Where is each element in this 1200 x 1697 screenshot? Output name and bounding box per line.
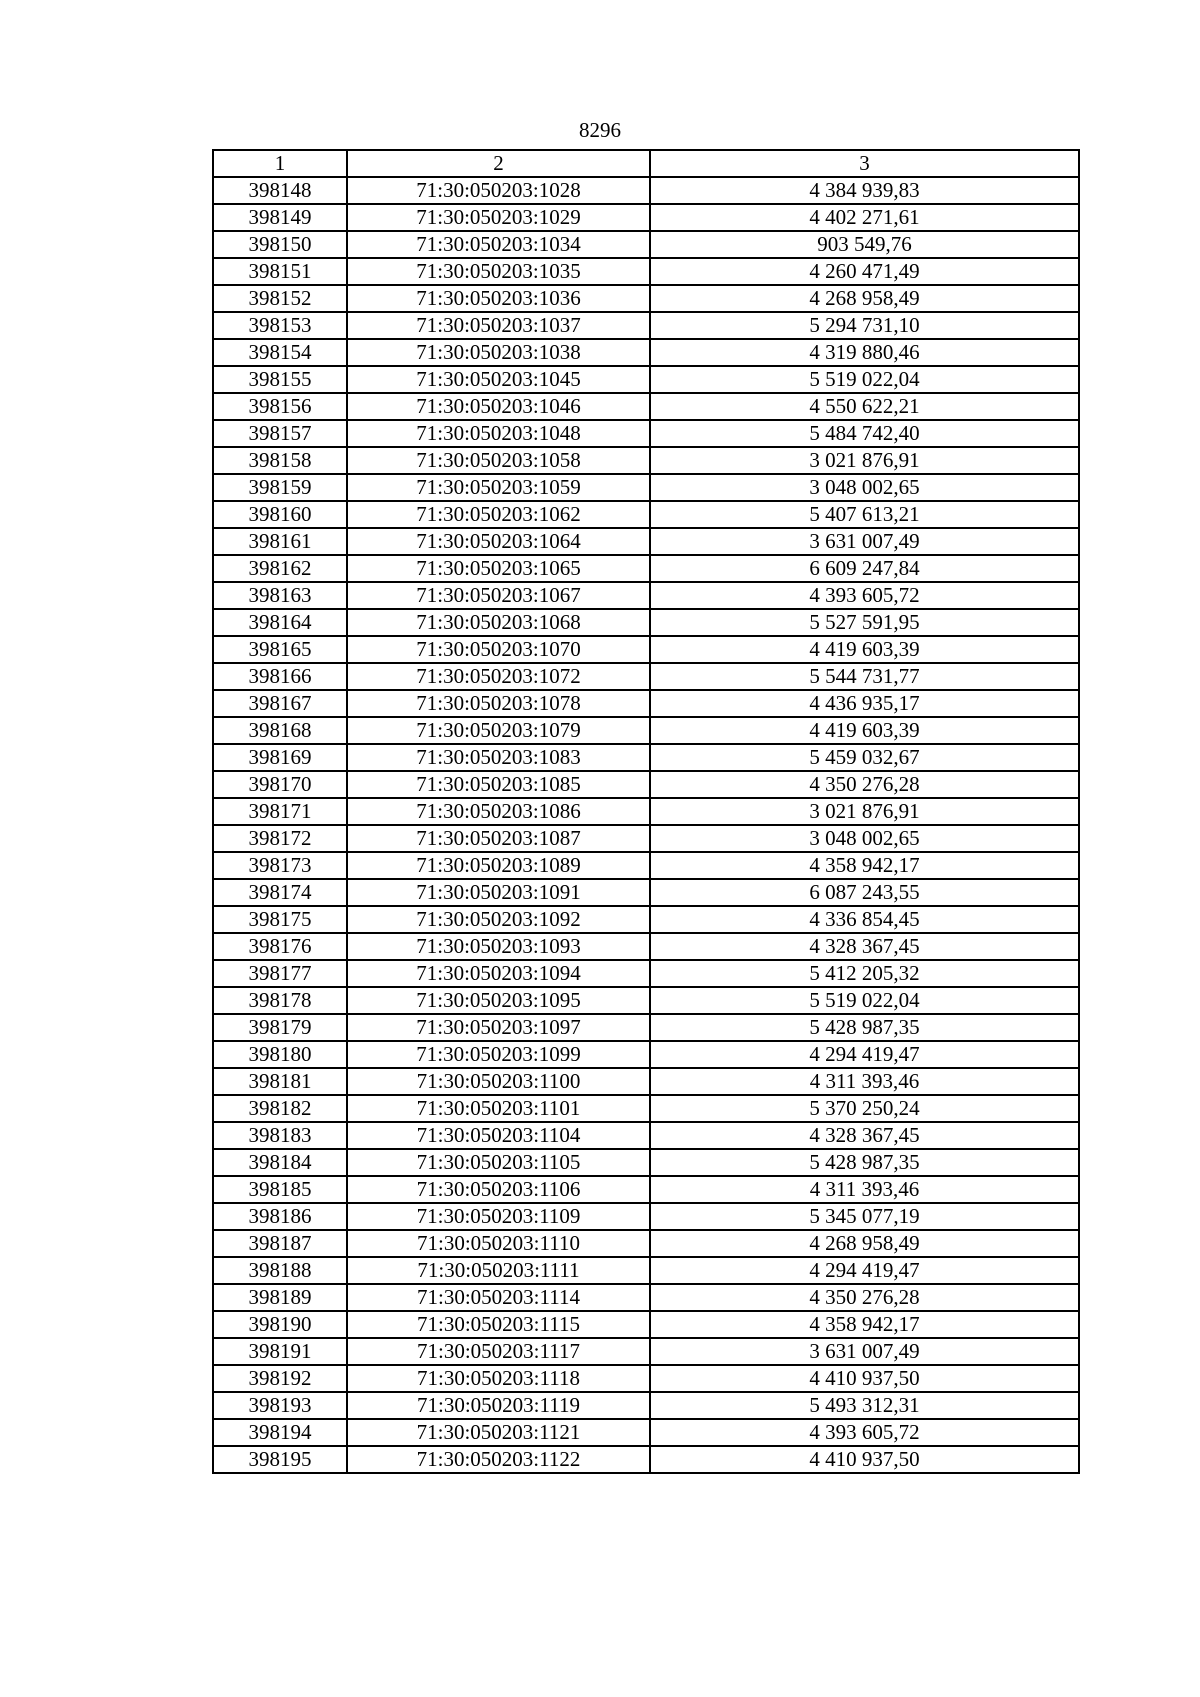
value-cell: 3 631 007,49 [650, 528, 1079, 555]
value-cell: 5 428 987,35 [650, 1014, 1079, 1041]
value-cell: 4 419 603,39 [650, 636, 1079, 663]
value-cell: 3 048 002,65 [650, 825, 1079, 852]
value-cell: 5 544 731,77 [650, 663, 1079, 690]
cadastral-number-cell: 71:30:050203:1106 [347, 1176, 650, 1203]
cadastral-number-cell: 71:30:050203:1099 [347, 1041, 650, 1068]
row-number-cell: 398191 [213, 1338, 347, 1365]
cadastral-number-cell: 71:30:050203:1048 [347, 420, 650, 447]
table-row [213, 555, 1079, 582]
value-cell: 4 384 939,83 [650, 177, 1079, 204]
value-cell: 4 260 471,49 [650, 258, 1079, 285]
value-cell: 5 407 613,21 [650, 501, 1079, 528]
cadastral-number-cell: 71:30:050203:1100 [347, 1068, 650, 1095]
value-cell: 3 048 002,65 [650, 474, 1079, 501]
table-row [213, 312, 1079, 339]
cadastral-number-cell: 71:30:050203:1038 [347, 339, 650, 366]
page-number: 8296 [579, 118, 621, 142]
table-row [213, 1149, 1079, 1176]
cadastral-number-cell: 71:30:050203:1087 [347, 825, 650, 852]
cadastral-number-cell: 71:30:050203:1092 [347, 906, 650, 933]
row-number-cell: 398173 [213, 852, 347, 879]
row-number-cell: 398160 [213, 501, 347, 528]
row-number-cell: 398188 [213, 1257, 347, 1284]
value-cell: 4 268 958,49 [650, 1230, 1079, 1257]
row-number-cell: 398154 [213, 339, 347, 366]
row-number-cell: 398161 [213, 528, 347, 555]
row-number-cell: 398166 [213, 663, 347, 690]
cadastral-number-cell: 71:30:050203:1095 [347, 987, 650, 1014]
cadastral-number-cell: 71:30:050203:1058 [347, 447, 650, 474]
row-number-cell: 398175 [213, 906, 347, 933]
row-number-cell: 398171 [213, 798, 347, 825]
cadastral-number-cell: 71:30:050203:1034 [347, 231, 650, 258]
column-header-3: 3 [650, 150, 1079, 177]
column-header-1: 1 [213, 150, 347, 177]
table-row [213, 1392, 1079, 1419]
value-cell: 3 631 007,49 [650, 1338, 1079, 1365]
table-row [213, 366, 1079, 393]
cadastral-number-cell: 71:30:050203:1029 [347, 204, 650, 231]
table-row [213, 987, 1079, 1014]
cadastral-number-cell: 71:30:050203:1037 [347, 312, 650, 339]
value-cell: 4 294 419,47 [650, 1041, 1079, 1068]
table-body [213, 177, 1079, 1473]
row-number-cell: 398182 [213, 1095, 347, 1122]
value-cell: 4 410 937,50 [650, 1446, 1079, 1473]
row-number-cell: 398187 [213, 1230, 347, 1257]
value-cell: 4 436 935,17 [650, 690, 1079, 717]
row-number-cell: 398189 [213, 1284, 347, 1311]
table-row [213, 717, 1079, 744]
value-cell: 5 519 022,04 [650, 366, 1079, 393]
cadastral-number-cell: 71:30:050203:1111 [347, 1257, 650, 1284]
cadastral-number-cell: 71:30:050203:1070 [347, 636, 650, 663]
row-number-cell: 398172 [213, 825, 347, 852]
table-row [213, 852, 1079, 879]
table-row [213, 960, 1079, 987]
cadastral-number-cell: 71:30:050203:1121 [347, 1419, 650, 1446]
cadastral-number-cell: 71:30:050203:1035 [347, 258, 650, 285]
cadastral-number-cell: 71:30:050203:1083 [347, 744, 650, 771]
value-cell: 4 402 271,61 [650, 204, 1079, 231]
table-row [213, 771, 1079, 798]
row-number-cell: 398148 [213, 177, 347, 204]
value-cell: 5 527 591,95 [650, 609, 1079, 636]
table-row [213, 1176, 1079, 1203]
cadastral-number-cell: 71:30:050203:1118 [347, 1365, 650, 1392]
row-number-cell: 398164 [213, 609, 347, 636]
row-number-cell: 398183 [213, 1122, 347, 1149]
cadastral-number-cell: 71:30:050203:1105 [347, 1149, 650, 1176]
cadastral-number-cell: 71:30:050203:1104 [347, 1122, 650, 1149]
table-row [213, 636, 1079, 663]
value-cell: 5 493 312,31 [650, 1392, 1079, 1419]
table-header [213, 150, 1079, 177]
value-cell: 4 328 367,45 [650, 1122, 1079, 1149]
cadastral-number-cell: 71:30:050203:1067 [347, 582, 650, 609]
table-row [213, 1203, 1079, 1230]
row-number-cell: 398158 [213, 447, 347, 474]
table-row [213, 744, 1079, 771]
table-row [213, 258, 1079, 285]
row-number-cell: 398150 [213, 231, 347, 258]
row-number-cell: 398155 [213, 366, 347, 393]
cadastral-number-cell: 71:30:050203:1117 [347, 1338, 650, 1365]
table-row [213, 1095, 1079, 1122]
cadastral-number-cell: 71:30:050203:1109 [347, 1203, 650, 1230]
cadastral-number-cell: 71:30:050203:1045 [347, 366, 650, 393]
row-number-cell: 398190 [213, 1311, 347, 1338]
value-cell: 4 294 419,47 [650, 1257, 1079, 1284]
row-number-cell: 398151 [213, 258, 347, 285]
cadastral-number-cell: 71:30:050203:1114 [347, 1284, 650, 1311]
row-number-cell: 398170 [213, 771, 347, 798]
value-cell: 5 519 022,04 [650, 987, 1079, 1014]
row-number-cell: 398176 [213, 933, 347, 960]
value-cell: 903 549,76 [650, 231, 1079, 258]
row-number-cell: 398162 [213, 555, 347, 582]
cadastral-number-cell: 71:30:050203:1097 [347, 1014, 650, 1041]
value-cell: 4 311 393,46 [650, 1068, 1079, 1095]
cadastral-number-cell: 71:30:050203:1110 [347, 1230, 650, 1257]
table-row [213, 933, 1079, 960]
row-number-cell: 398153 [213, 312, 347, 339]
cadastral-number-cell: 71:30:050203:1089 [347, 852, 650, 879]
table-row [213, 501, 1079, 528]
cadastral-number-cell: 71:30:050203:1119 [347, 1392, 650, 1419]
table-row [213, 447, 1079, 474]
table-row [213, 798, 1079, 825]
table-row [213, 204, 1079, 231]
row-number-cell: 398163 [213, 582, 347, 609]
table-row [213, 393, 1079, 420]
value-cell: 5 345 077,19 [650, 1203, 1079, 1230]
cadastral-number-cell: 71:30:050203:1046 [347, 393, 650, 420]
value-cell: 6 087 243,55 [650, 879, 1079, 906]
table-row [213, 825, 1079, 852]
table-row [213, 285, 1079, 312]
row-number-cell: 398178 [213, 987, 347, 1014]
value-cell: 4 358 942,17 [650, 1311, 1079, 1338]
cadastral-number-cell: 71:30:050203:1064 [347, 528, 650, 555]
row-number-cell: 398192 [213, 1365, 347, 1392]
row-number-cell: 398174 [213, 879, 347, 906]
row-number-cell: 398194 [213, 1419, 347, 1446]
table-row [213, 339, 1079, 366]
data-table [212, 149, 1080, 1474]
cadastral-number-cell: 71:30:050203:1036 [347, 285, 650, 312]
table-row [213, 1311, 1079, 1338]
value-cell: 4 550 622,21 [650, 393, 1079, 420]
table-row [213, 906, 1079, 933]
cadastral-number-cell: 71:30:050203:1068 [347, 609, 650, 636]
value-cell: 4 350 276,28 [650, 771, 1079, 798]
column-header-2: 2 [347, 150, 650, 177]
header-row [213, 150, 1079, 177]
cadastral-number-cell: 71:30:050203:1062 [347, 501, 650, 528]
cadastral-number-cell: 71:30:050203:1079 [347, 717, 650, 744]
row-number-cell: 398152 [213, 285, 347, 312]
cadastral-number-cell: 71:30:050203:1086 [347, 798, 650, 825]
table-row [213, 1122, 1079, 1149]
table-row [213, 582, 1079, 609]
table-row [213, 1284, 1079, 1311]
row-number-cell: 398181 [213, 1068, 347, 1095]
cadastral-number-cell: 71:30:050203:1085 [347, 771, 650, 798]
cadastral-number-cell: 71:30:050203:1028 [347, 177, 650, 204]
row-number-cell: 398156 [213, 393, 347, 420]
value-cell: 5 459 032,67 [650, 744, 1079, 771]
value-cell: 4 336 854,45 [650, 906, 1079, 933]
value-cell: 4 393 605,72 [650, 1419, 1079, 1446]
row-number-cell: 398186 [213, 1203, 347, 1230]
row-number-cell: 398193 [213, 1392, 347, 1419]
cadastral-number-cell: 71:30:050203:1115 [347, 1311, 650, 1338]
table-row [213, 690, 1079, 717]
table-row [213, 609, 1079, 636]
table-row [213, 1365, 1079, 1392]
cadastral-number-cell: 71:30:050203:1091 [347, 879, 650, 906]
row-number-cell: 398177 [213, 960, 347, 987]
value-cell: 6 609 247,84 [650, 555, 1079, 582]
table-row [213, 1419, 1079, 1446]
table-row [213, 1068, 1079, 1095]
value-cell: 5 484 742,40 [650, 420, 1079, 447]
value-cell: 4 268 958,49 [650, 285, 1079, 312]
cadastral-number-cell: 71:30:050203:1065 [347, 555, 650, 582]
table-row [213, 420, 1079, 447]
value-cell: 5 370 250,24 [650, 1095, 1079, 1122]
cadastral-number-cell: 71:30:050203:1101 [347, 1095, 650, 1122]
value-cell: 4 419 603,39 [650, 717, 1079, 744]
value-cell: 5 412 205,32 [650, 960, 1079, 987]
table-row [213, 1338, 1079, 1365]
table-row [213, 177, 1079, 204]
value-cell: 4 410 937,50 [650, 1365, 1079, 1392]
table-row [213, 1014, 1079, 1041]
row-number-cell: 398168 [213, 717, 347, 744]
value-cell: 3 021 876,91 [650, 798, 1079, 825]
table-row [213, 1446, 1079, 1473]
value-cell: 4 319 880,46 [650, 339, 1079, 366]
value-cell: 4 358 942,17 [650, 852, 1079, 879]
table-row [213, 528, 1079, 555]
row-number-cell: 398149 [213, 204, 347, 231]
cadastral-number-cell: 71:30:050203:1059 [347, 474, 650, 501]
table-row [213, 474, 1079, 501]
value-cell: 4 328 367,45 [650, 933, 1079, 960]
row-number-cell: 398169 [213, 744, 347, 771]
value-cell: 3 021 876,91 [650, 447, 1079, 474]
table-row [213, 231, 1079, 258]
table-row [213, 1257, 1079, 1284]
cadastral-number-cell: 71:30:050203:1072 [347, 663, 650, 690]
value-cell: 4 311 393,46 [650, 1176, 1079, 1203]
cadastral-number-cell: 71:30:050203:1122 [347, 1446, 650, 1473]
table-row [213, 1230, 1079, 1257]
row-number-cell: 398167 [213, 690, 347, 717]
value-cell: 4 350 276,28 [650, 1284, 1079, 1311]
row-number-cell: 398184 [213, 1149, 347, 1176]
cadastral-number-cell: 71:30:050203:1094 [347, 960, 650, 987]
row-number-cell: 398185 [213, 1176, 347, 1203]
cadastral-number-cell: 71:30:050203:1093 [347, 933, 650, 960]
value-cell: 4 393 605,72 [650, 582, 1079, 609]
row-number-cell: 398195 [213, 1446, 347, 1473]
table-row [213, 1041, 1079, 1068]
row-number-cell: 398180 [213, 1041, 347, 1068]
table-row [213, 879, 1079, 906]
value-cell: 5 294 731,10 [650, 312, 1079, 339]
row-number-cell: 398157 [213, 420, 347, 447]
table-row [213, 663, 1079, 690]
row-number-cell: 398159 [213, 474, 347, 501]
cadastral-number-cell: 71:30:050203:1078 [347, 690, 650, 717]
row-number-cell: 398179 [213, 1014, 347, 1041]
value-cell: 5 428 987,35 [650, 1149, 1079, 1176]
row-number-cell: 398165 [213, 636, 347, 663]
